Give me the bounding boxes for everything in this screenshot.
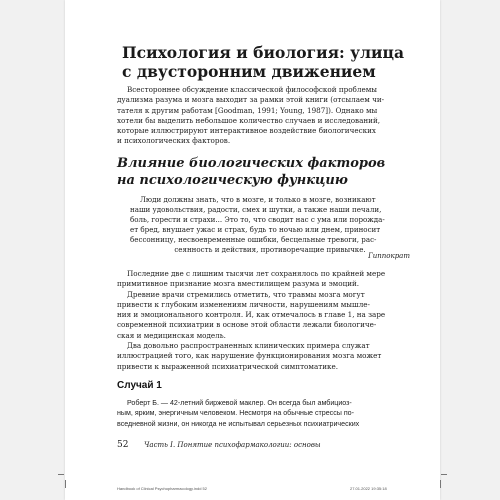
intro-line: Всестороннее обсуждение классической философской проблемы (127, 85, 378, 94)
print-slug-date: 27.01.2022 19:35:18 (350, 486, 387, 491)
case-text (117, 398, 417, 429)
quote-line: наши удовольствия, радости, смех и шутки, а также наши печали, (130, 205, 382, 215)
body-line: привести к глубоким изменениям личности, нарушениям мышле- (117, 299, 370, 309)
body-line: примитивное признание мозга вместилищем разума и эмоций. (117, 279, 360, 289)
body-paragraph (117, 341, 417, 372)
print-slug-file: Handbook of Clinical Psychopharmacology.indd 52 (117, 486, 207, 491)
body-line: иллюстрацией того, как нарушение функционирования мозга может (117, 351, 382, 361)
section-heading-line1: Психология и биология: улица (122, 43, 404, 62)
body-line: Два довольно распространенных клинических примера служат (127, 341, 370, 351)
quote-line: бессонницу, несвоевременные ошибки, бесцельные тревоги, рас- (130, 235, 377, 245)
running-footer: Часть I. Понятие психофармакологии: основы (144, 441, 321, 449)
case-line: вседневной жизни, он никогда не испытывал серьезных психиатрических (117, 419, 360, 428)
intro-line: хотели бы выделить небольшое количество случаев и исследований, (117, 115, 381, 125)
subsection-heading (117, 156, 417, 189)
body-line: ская и медицинская модель. (117, 330, 226, 340)
section-heading-line2: с двусторонним движением (122, 62, 376, 81)
body-line: Древние врачи стремились отметить, что травмы мозга могут (127, 289, 365, 299)
crop-mark (441, 474, 447, 475)
crop-mark (65, 480, 66, 488)
section-heading (122, 43, 422, 81)
body-paragraph (117, 290, 417, 341)
case-heading: Случай 1 (117, 380, 162, 391)
quote-line: сеянность и действия, противоречащие привычке. (174, 245, 366, 255)
crop-mark (440, 480, 441, 488)
quote-line: Люди должны знать, что в мозге, и только в мозге, возникают (140, 195, 376, 204)
body-paragraph (117, 269, 417, 290)
intro-line: тателя к другим работам [Goodman, 1991; Young, 1987]). Однако мы (117, 105, 378, 115)
intro-line: дуализма разума и мозга выходит за рамки этой книги (отсылаем чи- (117, 95, 385, 105)
subsection-heading-line2: на психологическую функцию (117, 172, 348, 188)
quote-author: Гиппократ (368, 252, 410, 260)
intro-line: и психологических факторов. (117, 136, 231, 146)
body-line: современной психиатрии в основе этой области лежали биологиче- (117, 320, 377, 330)
quote-line: ет бред, внушает ужас и страх, будь то ночью или днем, приносит (130, 225, 381, 235)
subsection-heading-line1: Влияние биологических факторов (117, 156, 386, 171)
epigraph-quote (130, 195, 410, 256)
page-number: 52 (117, 440, 129, 450)
crop-mark (58, 474, 64, 475)
body-line: привести к выраженной психиатрической симптоматике. (117, 361, 339, 371)
case-line: Роберт Б. — 42-летний биржевой маклер. Он всегда был амбициоз- (127, 399, 352, 407)
intro-paragraph (117, 85, 417, 147)
body-line: ния и эмоционального контроля. И, как отмечалось в главе 1, на заре (117, 310, 386, 320)
intro-line: которые иллюстрируют интерактивное воздействие биологических (117, 126, 376, 136)
case-line: ным, ярким, энергичным человеком. Несмотря на обычные стрессы по- (117, 409, 354, 418)
body-text (117, 269, 417, 372)
body-line: Последние две с лишним тысячи лет сохранялось по крайней мере (127, 269, 386, 278)
quote-line: боль, горести и страхи... Это то, что сводит нас с ума или порожда- (130, 215, 385, 225)
